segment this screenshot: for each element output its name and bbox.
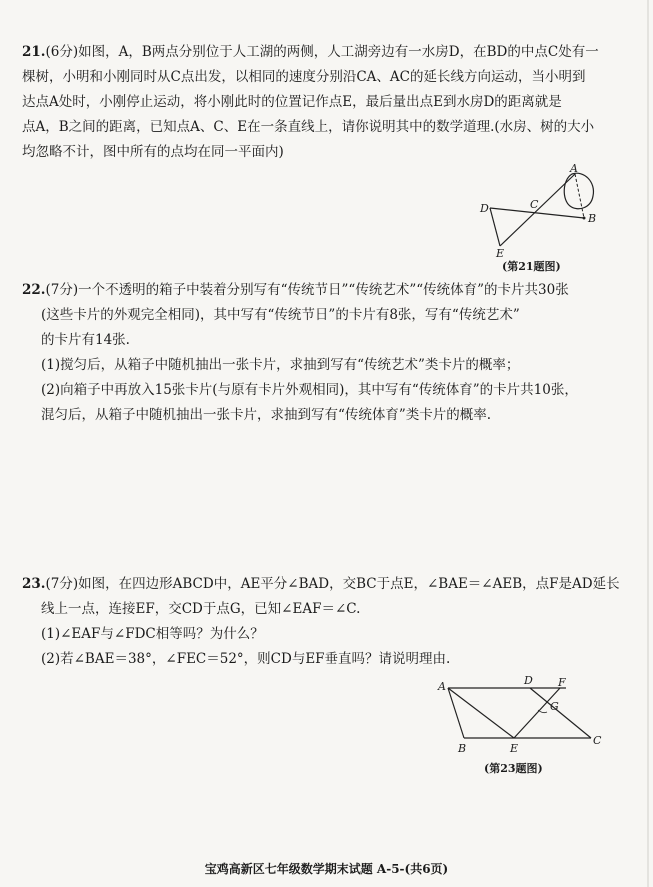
- label-f: F: [558, 676, 566, 689]
- problem-23: [22, 572, 632, 672]
- problem-21-line-5: 均忽略不计，图中所有的点均在同一平面内): [22, 144, 284, 160]
- problem-23-line-1: [22, 572, 632, 597]
- page-edge-line: [647, 0, 649, 887]
- problem-21-line-4: 点A，B之间的距离，已知点A、C、E在一条直线上，请你说明其中的数学道理.(水房、树的大小: [22, 119, 595, 135]
- problem-23-number: 23.: [22, 576, 46, 592]
- problem-22-question-2: (2)向箱子中再放入15张卡片(与原有卡片外观相同)，其中写有“传统体育”的卡片共10张，: [41, 382, 578, 398]
- problem-22-line-2: (这些卡片的外观完全相同)，其中写有“传统节日”的卡片有8张，写有“传统艺术”: [41, 307, 520, 323]
- caption-21: (第21题图): [502, 260, 561, 273]
- label-b: B: [588, 212, 597, 225]
- label-b: B: [458, 742, 467, 755]
- label-d: D: [524, 674, 533, 687]
- problem-21-line-3: 达点A处时，小刚停止运动，将小刚此时的位置记作点E，最后量出点E到水房D的距离就是: [22, 94, 562, 110]
- segment-dc: [530, 688, 591, 738]
- problem-21-number: 21.: [22, 44, 46, 60]
- problem-21: [22, 40, 632, 165]
- problem-21-line-2: 棵树，小明和小刚同时从C点出发，以相同的速度分别沿CA、AC的延长线方向运动，当小明到: [22, 69, 586, 85]
- label-e: E: [510, 742, 519, 755]
- caption-23: (第23题图): [484, 762, 543, 775]
- figure-23-diagram: [436, 672, 606, 756]
- segment-ae: [448, 688, 514, 738]
- problem-22-question-1: (1)搅匀后，从箱子中随机抽出一张卡片，求抽到写有“传统艺术”类卡片的概率；: [41, 357, 520, 373]
- label-d: D: [480, 202, 489, 215]
- problem-23-question-1: (1)∠EAF与∠FDC相等吗？为什么？: [41, 626, 264, 642]
- segment-ef: [514, 688, 560, 738]
- problem-22: [22, 278, 632, 428]
- segment-ab: [448, 688, 464, 738]
- label-a: A: [570, 162, 578, 175]
- problem-22-line-3: 的卡片有14张.: [41, 332, 130, 348]
- problem-21-text-1: (6分)如图，A，B两点分别位于人工湖的两侧，人工湖旁边有一水房D，在BD的中点C处有一: [45, 44, 599, 60]
- problem-22-line-6: 混匀后，从箱子中随机抽出一张卡片，求抽到写有“传统体育”类卡片的概率.: [41, 407, 492, 423]
- page-footer: 宝鸡高新区七年级数学期末试题 A-5-(共6页): [204, 862, 449, 876]
- problem-22-number: 22.: [22, 282, 46, 298]
- label-c: C: [530, 198, 539, 211]
- figure-23: [436, 672, 606, 756]
- figure-21-diagram: [472, 160, 612, 260]
- problem-23-line-2: 线上一点，连接EF，交CD于点G，已知∠EAF＝∠C.: [41, 601, 361, 617]
- problem-21-line-1: [22, 40, 632, 65]
- figure-21: [472, 160, 612, 260]
- problem-22-text-1: (7分)一个不透明的箱子中装着分别写有“传统节日”“传统艺术”“传统体育”的卡片共30张: [45, 282, 569, 298]
- segment-ab: [575, 174, 584, 218]
- point-b: [583, 217, 586, 220]
- label-g: G: [550, 700, 559, 713]
- problem-23-question-2: (2)若∠BAE＝38°，∠FEC＝52°，则CD与EF垂直吗？请说明理由.: [41, 651, 451, 667]
- label-a: A: [438, 680, 446, 693]
- problem-23-text-1: (7分)如图，在四边形ABCD中，AE平分∠BAD，交BC于点E，∠BAE＝∠AEB，点F是AD延长: [45, 576, 620, 592]
- segment-de: [490, 208, 500, 246]
- label-e: E: [496, 247, 505, 260]
- label-c: C: [593, 734, 602, 747]
- problem-22-line-1: [22, 278, 632, 303]
